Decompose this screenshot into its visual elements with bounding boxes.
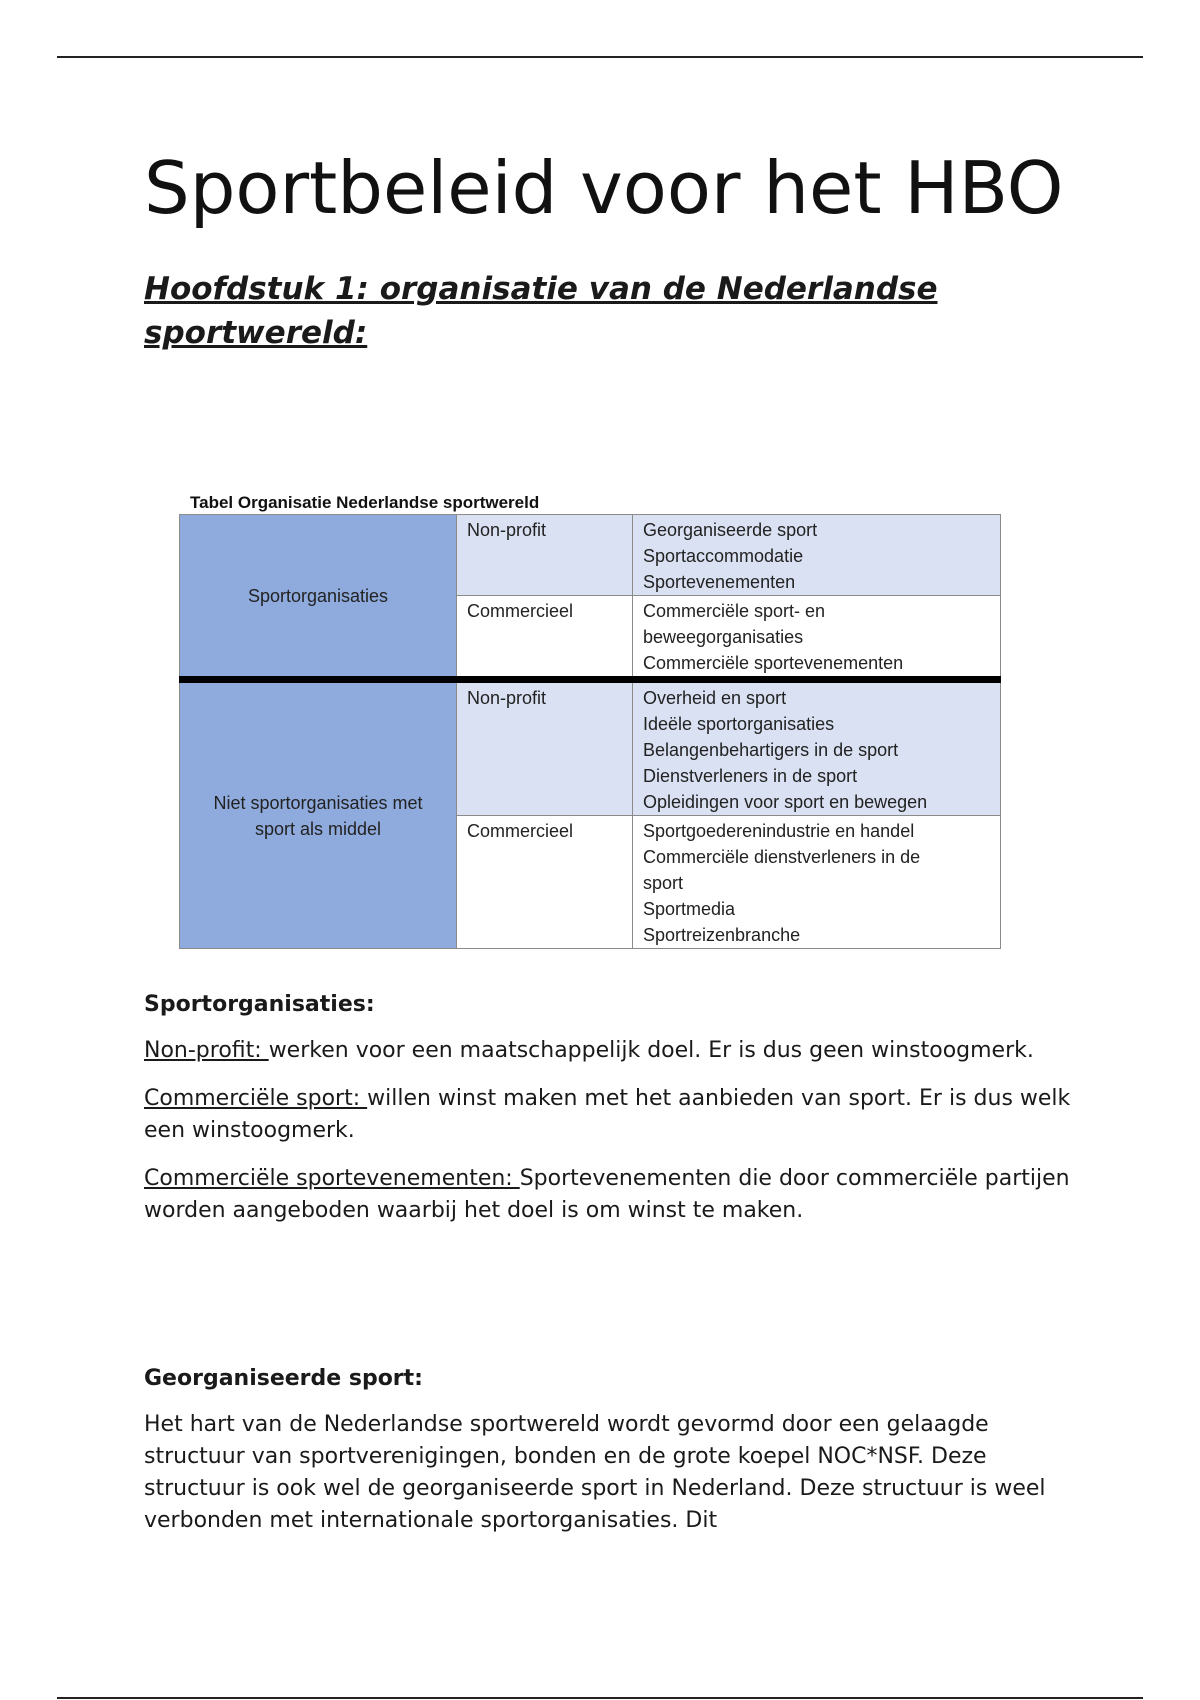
item-text: Dienstverleners in de sport: [643, 766, 858, 786]
term: Commerciële sport:: [144, 1086, 368, 1111]
items-cell: [633, 680, 1001, 816]
type-cell: Non-profit: [457, 680, 633, 816]
item-text: Overheid en sport: [643, 688, 787, 708]
items-cell: [633, 816, 1001, 949]
paragraph: [144, 1035, 1074, 1067]
document-title: Sportbeleid voor het HBO: [144, 146, 1064, 230]
items-cell: [633, 596, 1001, 680]
paragraph: Het hart van de Nederlandse sportwereld wordt gevormd door een gelaagde structuur van sportverenigingen, bonden en de grote koepel NOC*NSF. Deze structuur is ook wel de georganiseerde sport in Nederland. Deze structuur is weel verbonden met internationale sportorganisaties. Dit: [144, 1412, 1046, 1533]
chapter-heading: Hoofdstuk 1: organisatie van de Nederlandse sportwereld:: [144, 271, 938, 351]
item-text: Opleidingen voor sport en bewegen: [643, 792, 928, 812]
sportorganisaties-section: [144, 989, 1074, 1243]
section-heading: Sportorganisaties:: [144, 992, 375, 1017]
term: Commerciële sportevenementen:: [144, 1166, 520, 1191]
item-text: Commerciële sport- en: [643, 601, 826, 621]
item-text: Sportmedia: [643, 899, 736, 919]
paragraph: [144, 1083, 1074, 1147]
georganiseerde-sport-section: [144, 1363, 1074, 1553]
definition: werken voor een maatschappelijk doel. Er is dus geen winstoogmerk.: [268, 1038, 1034, 1063]
item-text: Sportgoederenindustrie en handel: [643, 821, 915, 841]
item-text: Sportreizenbranche: [643, 925, 801, 945]
group-cell: Niet sportorganisaties met sport als middel: [180, 680, 457, 949]
organisation-table: [179, 514, 1001, 949]
item-text: Commerciële sportevenementen: [643, 653, 904, 673]
group-cell: Sportorganisaties: [180, 515, 457, 680]
footer-rule: [57, 1697, 1143, 1699]
organisation-table-figure: [179, 493, 1001, 949]
term: Non-profit:: [144, 1038, 269, 1063]
item-text: beweegorganisaties: [643, 627, 804, 647]
header-rule: [57, 56, 1143, 58]
table-caption: Tabel Organisatie Nederlandse sportwereld: [190, 493, 540, 512]
title-block: [144, 140, 1074, 355]
definition: willen winst maken met het aanbieden van sport. Er is dus welk een winstoogmerk.: [144, 1086, 1071, 1143]
type-cell: Non-profit: [457, 515, 633, 596]
item-text: Belangenbehartigers in de sport: [643, 740, 899, 760]
item-text: sport: [643, 873, 684, 893]
item-text: Commerciële dienstverleners in de: [643, 847, 921, 867]
items-cell: [633, 515, 1001, 596]
table-row: [180, 680, 1001, 816]
item-text: Georganiseerde sport: [643, 520, 818, 540]
type-cell: Commercieel: [457, 596, 633, 680]
item-text: Ideële sportorganisaties: [643, 714, 835, 734]
table-row: [180, 515, 1001, 596]
item-text: Sportevenementen: [643, 572, 796, 592]
paragraph: [144, 1163, 1074, 1227]
type-cell: Commercieel: [457, 816, 633, 949]
section-heading: Georganiseerde sport:: [144, 1366, 423, 1391]
item-text: Sportaccommodatie: [643, 546, 804, 566]
definition: Sportevenementen die door commerciële partijen worden aangeboden waarbij het doel is om winst te maken.: [144, 1166, 1070, 1223]
